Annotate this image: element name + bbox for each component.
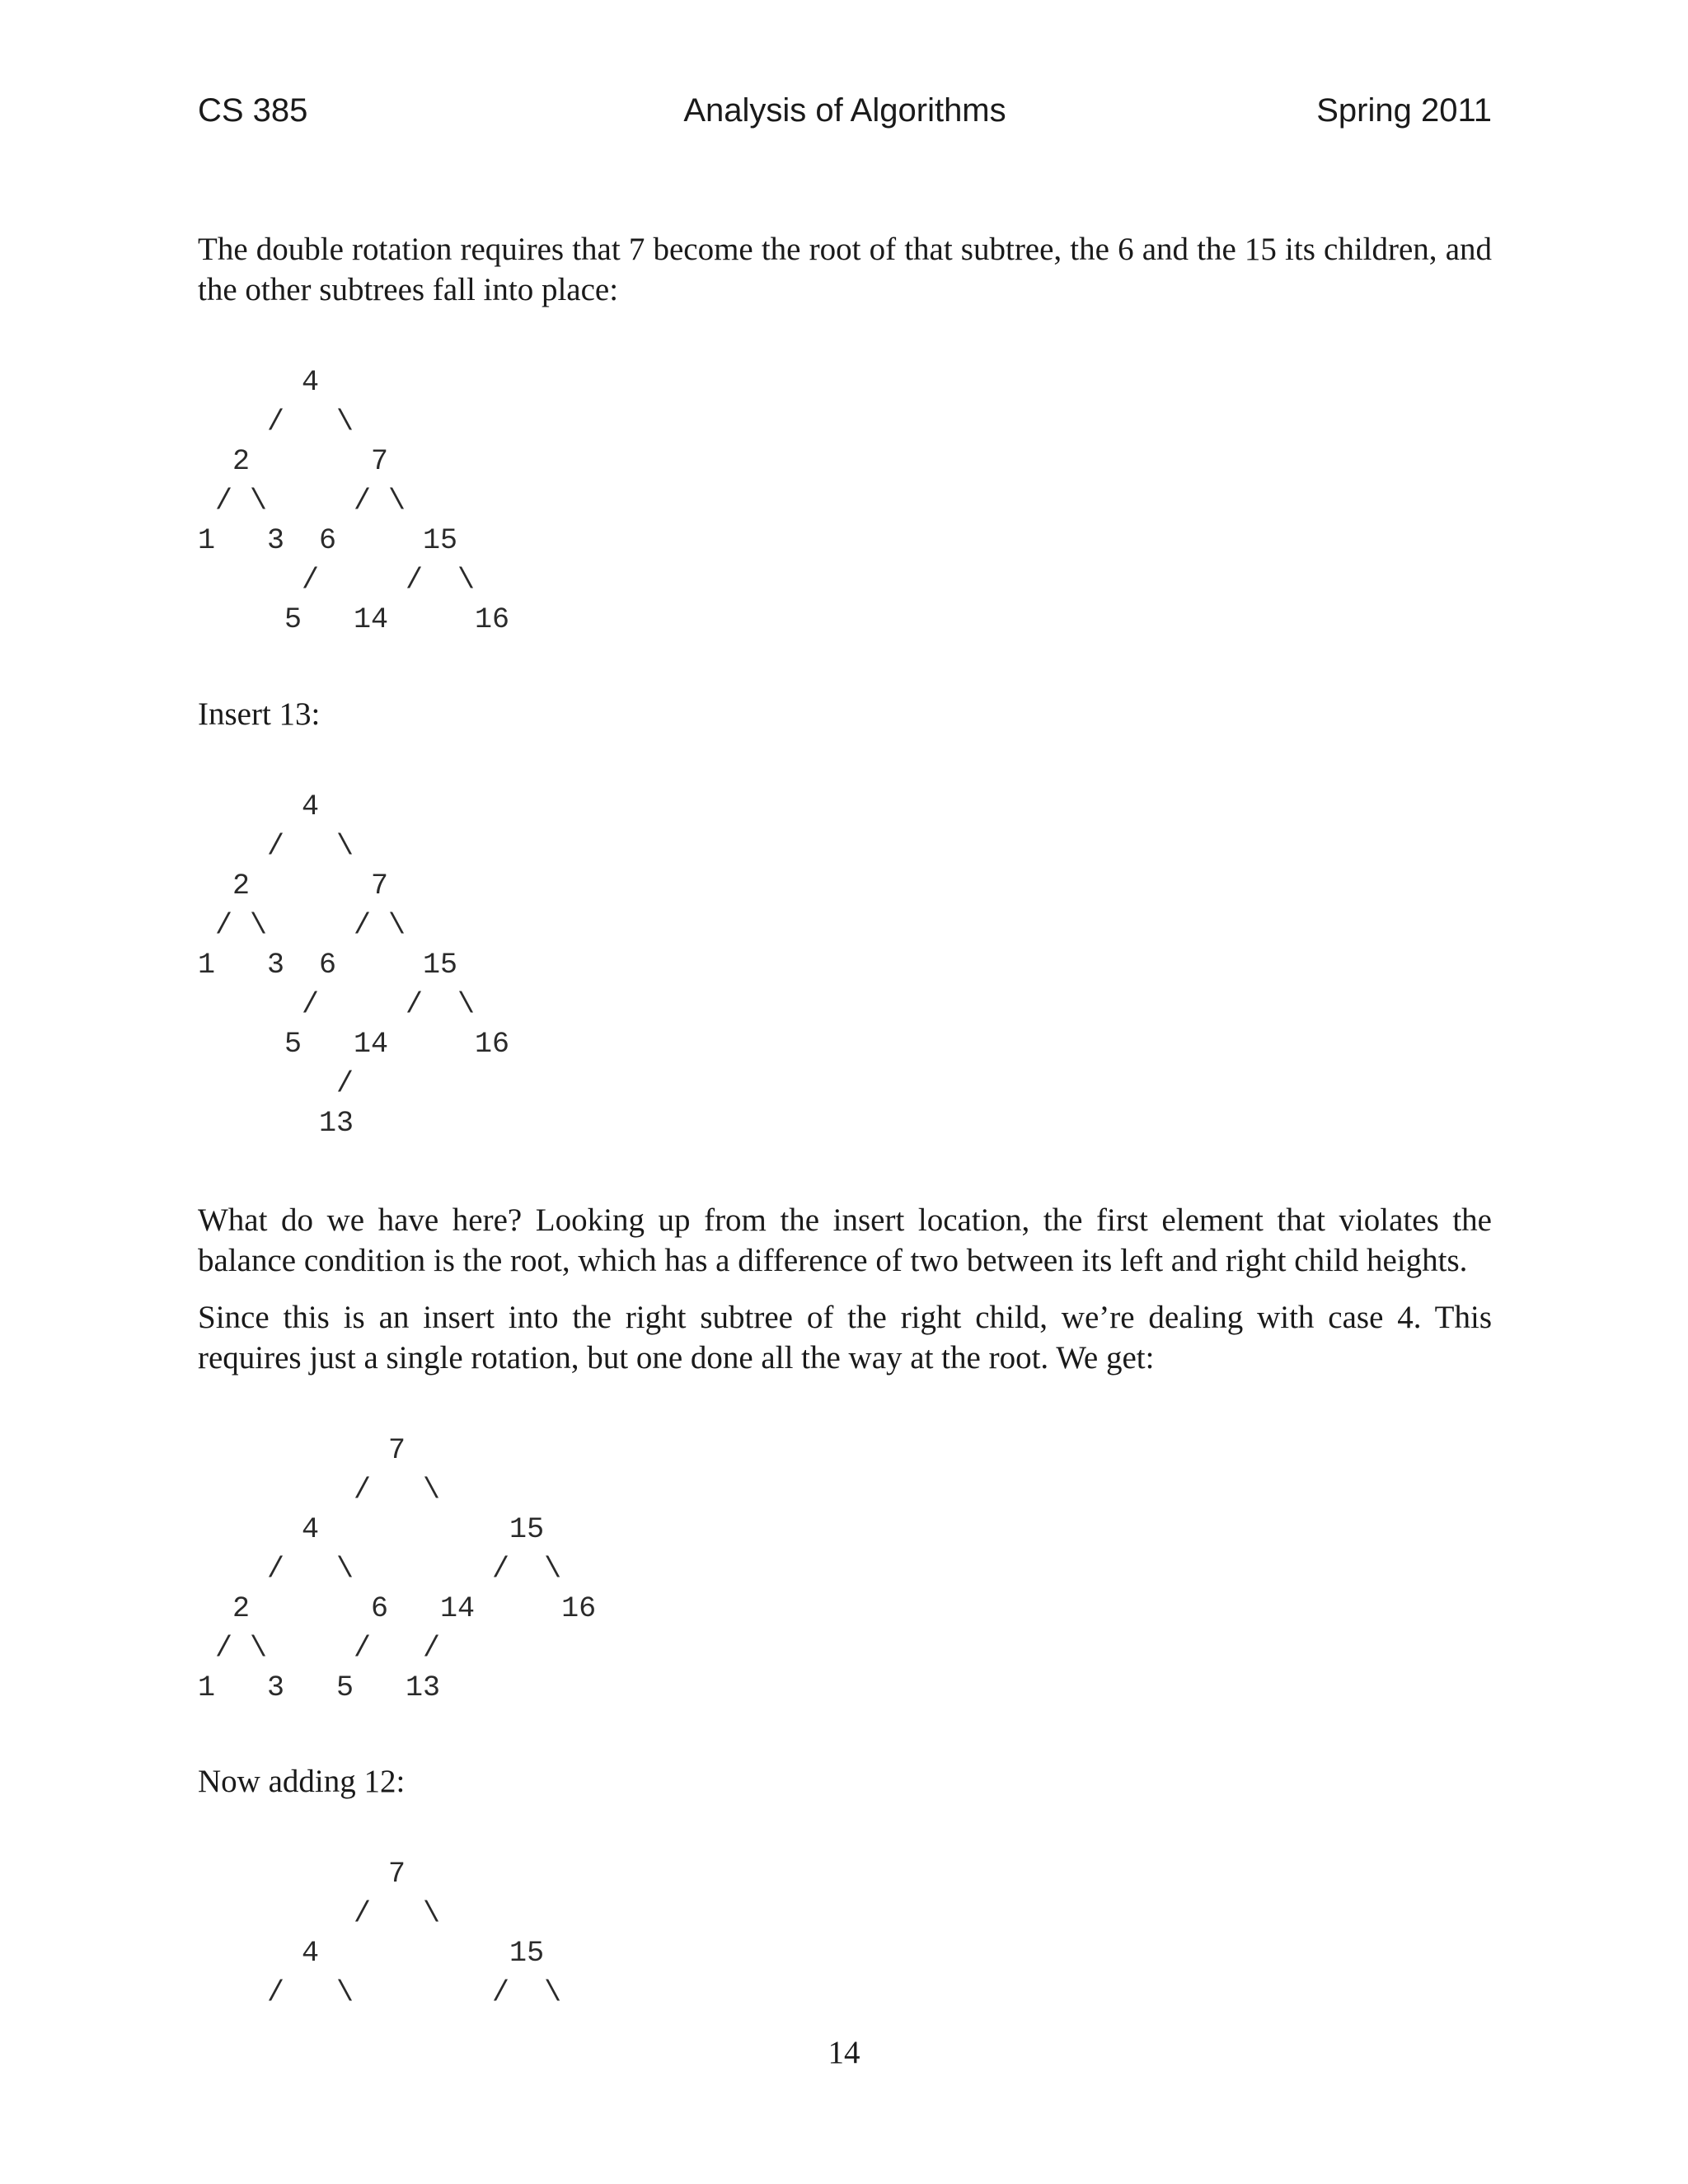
page-header <box>198 92 1492 142</box>
paragraph-insert-13: Insert 13: <box>198 696 321 732</box>
tree-adding-12: 7 / \ 4 15 / \ / \ <box>267 1858 562 2009</box>
paragraph-double-rotation: The double rotation requires that 7 become the root of that subtree, the 6 and the 15 its children, and the other subtrees fall into place: <box>198 232 1492 307</box>
tree-insert-13: 4 / \ 2 7 / \ / \ 1 3 6 15 / / \ 5 14 16 / 13 <box>198 790 510 1140</box>
paragraph-case-4: Since this is an insert into the right subtree of the right child, we’re dealing with case 4. This requires just a single rotation, but one done all the way at the root. We get: <box>198 1300 1492 1376</box>
document-title: Analysis of Algorithms <box>683 92 1006 129</box>
page-number: 14 <box>828 2035 860 2070</box>
term: Spring 2011 <box>1316 92 1492 129</box>
tree-after-single-rotation: 7 / \ 4 15 / \ / \ 2 6 14 16 / \ / / 1 3 5 13 <box>198 1434 597 1704</box>
paragraph-adding-12: Now adding 12: <box>198 1764 406 1799</box>
course-code: CS 385 <box>198 92 308 129</box>
tree-after-double-rotation: 4 / \ 2 7 / \ / \ 1 3 6 15 / / \ 5 14 16 <box>198 366 510 636</box>
paragraph-balance-violation: What do we have here? Looking up from the insert location, the first element that violates the balance condition is the root, which has a difference of two between its left and right child heights. <box>198 1202 1492 1278</box>
